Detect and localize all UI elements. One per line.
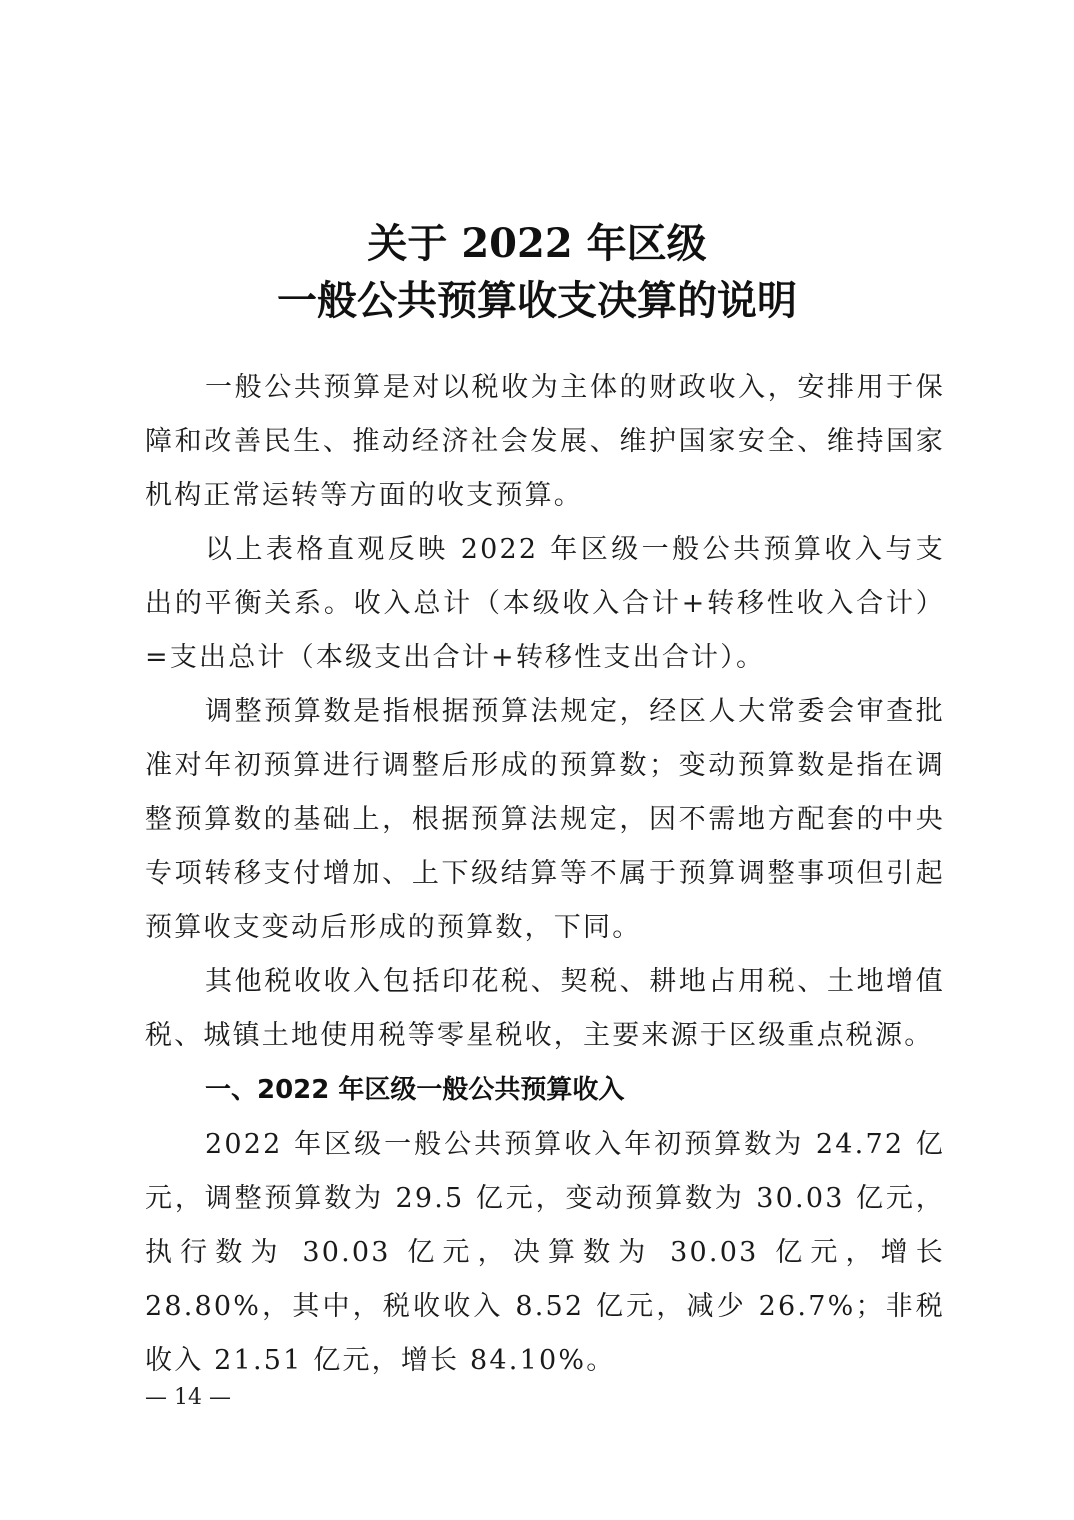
paragraph-other-tax-revenue: 其他税收收入包括印花税、契税、耕地占用税、土地增值税、城镇土地使用税等零星税收，主要来源于区级重点税源。 xyxy=(145,966,945,1051)
paragraph-revenue-figures: 2022 年区级一般公共预算收入年初预算数为 24.72 亿元，调整预算数为 29.5 亿元，变动预算数为 30.03 亿元，执行数为 30.03 亿元，决算数为 30.03 亿元，增长 28.80%，其中，税收收入 8.52 亿元，减少 26.7%；非税收入 21.51 亿元，增长 84.10%。 xyxy=(145,1129,945,1376)
paragraph-balance-relation: 以上表格直观反映 2022 年区级一般公共预算收入与支出的平衡关系。收入总计（本级收入合计+转移性收入合计）=支出总计（本级支出合计+转移性支出合计）。 xyxy=(145,534,945,673)
page-number: — 14 — xyxy=(145,1385,231,1410)
page-title-line-1: 关于 2022 年区级 xyxy=(367,219,707,267)
paragraph-general-budget-definition: 一般公共预算是对以税收为主体的财政收入，安排用于保障和改善民生、推动经济社会发展、维护国家安全、维持国家机构正常运转等方面的收支预算。 xyxy=(145,372,945,511)
section-heading-revenue: 一、2022 年区级一般公共预算收入 xyxy=(205,1075,625,1105)
paragraph-adjusted-budget: 调整预算数是指根据预算法规定，经区人大常委会审查批准对年初预算进行调整后形成的预算数；变动预算数是指在调整预算数的基础上，根据预算法规定，因不需地方配套的中央专项转移支付增加、上下级结算等不属于预算调整事项但引起预算收支变动后形成的预算数，下同。 xyxy=(145,696,945,943)
page-title-line-2: 一般公共预算收支决算的说明 xyxy=(277,276,797,324)
